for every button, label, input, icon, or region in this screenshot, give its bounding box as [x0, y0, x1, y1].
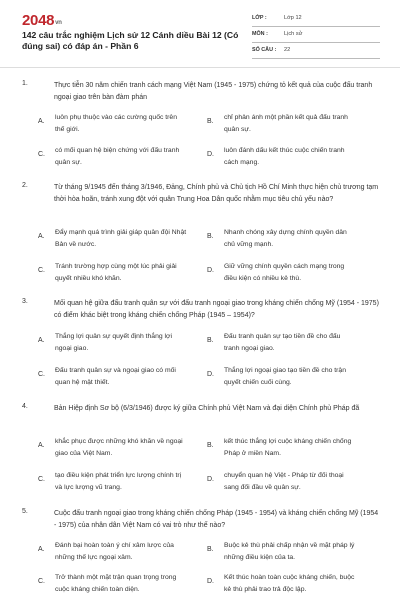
option-text: khắc phục được những khó khăn về ngoại giao của Việt Nam.	[55, 438, 183, 457]
option-letter: B.	[207, 337, 214, 344]
meta-value: 22	[284, 47, 291, 53]
question-text: Bản Hiệp định Sơ bộ (6/3/1946) được ký giữa Chính phủ Việt Nam và đại diện Chính phủ Pháp đã	[54, 405, 360, 412]
meta-label: MÔN :	[252, 31, 268, 37]
question-text: Cuộc đấu tranh ngoại giao trong kháng chiến chống Pháp (1945 - 1954) và kháng chiến chống Mỹ (1954 - 1975) của nhân dân Việt Nam có vai trò như thế nào?	[54, 510, 379, 529]
option-text: Nhanh chóng xây dựng chính quyền dân chủ vững mạnh.	[224, 229, 347, 248]
option-text: có mối quan hệ biện chứng với đấu tranh quân sự.	[55, 147, 180, 166]
option-text: Trở thành một mặt trận quan trọng trong cuộc kháng chiến toàn diện.	[55, 574, 177, 593]
meta-row-subject	[252, 27, 380, 43]
option-text: Kết thúc hoàn toàn cuộc kháng chiến, buộc kẻ thù phải trao trả độc lập.	[224, 574, 355, 593]
meta-info	[252, 11, 380, 59]
option-letter: A.	[38, 118, 45, 125]
option-text: Đánh bại hoàn toàn ý chí xâm lược của những thế lực ngoại xâm.	[55, 542, 174, 561]
option-text: Buộc kẻ thù phải chấp nhận về mặt pháp lý những điều kiện của ta.	[224, 542, 355, 561]
option-letter: D.	[207, 371, 214, 378]
meta-value: Lịch sử	[284, 31, 303, 37]
option-letter: A.	[38, 233, 45, 240]
option-text: chuyển quan hệ Việt - Pháp từ đối thoại sang đối đầu về quân sự.	[224, 472, 344, 491]
option-letter: D.	[207, 578, 214, 585]
meta-row-count	[252, 43, 380, 59]
document-title: 142 câu trắc nghiệm Lịch sử 12 Cánh diều Bài 12 (Có đúng sai) có đáp án - Phần 6	[22, 30, 239, 51]
option-letter: A.	[38, 337, 45, 344]
question-text: Mối quan hệ giữa đấu tranh quân sự với đấu tranh ngoại giao trong kháng chiến chống Mỹ (1954 - 1975) có điểm khác biệt trong kháng chiến chống Pháp (1945 – 1954)?	[54, 300, 379, 319]
option-text: luôn đánh dấu kết thúc cuộc chiến tranh cách mạng.	[224, 147, 345, 166]
meta-row-grade	[252, 11, 380, 27]
meta-value: Lớp 12	[284, 15, 302, 21]
option-letter: D.	[207, 151, 214, 158]
logo-suffix: vn	[55, 20, 62, 26]
option-letter: B.	[207, 546, 214, 553]
option-text: Tránh trường hợp cùng một lúc phải giải quyết nhiều khó khăn.	[55, 263, 177, 282]
option-text: Thắng lợi ngoại giao tạo tiền đề cho trận quyết chiến cuối cùng.	[224, 367, 346, 386]
option-text: chỉ phản ánh một phần kết quả đấu tranh quân sự.	[224, 114, 348, 133]
meta-label: LỚP :	[252, 15, 267, 21]
question-number: 4.	[22, 403, 28, 410]
option-text: luôn phụ thuộc vào các cường quốc trên thế giới.	[55, 114, 177, 133]
option-letter: B.	[207, 233, 214, 240]
option-letter: B.	[207, 118, 214, 125]
option-text: tạo điều kiện phát triển lực lượng chính trị và lực lượng vũ trang.	[55, 472, 182, 491]
option-text: kết thúc thắng lợi cuộc kháng chiến chống Pháp ở miền Nam.	[224, 438, 352, 457]
option-letter: D.	[207, 267, 214, 274]
option-letter: D.	[207, 476, 214, 483]
option-letter: B.	[207, 442, 214, 449]
question-text: Thực tiễn 30 năm chiến tranh cách mạng Việt Nam (1945 - 1975) chứng tỏ kết quả của cuộc đấu tranh ngoại giao trên bàn đàm phán	[54, 82, 373, 101]
header-divider	[0, 67, 400, 68]
site-logo[interactable]	[22, 12, 62, 29]
option-letter: C.	[38, 267, 45, 274]
option-letter: C.	[38, 476, 45, 483]
header	[0, 0, 400, 66]
option-letter: C.	[38, 371, 45, 378]
question-number: 1.	[22, 80, 28, 87]
option-letter: C.	[38, 578, 45, 585]
option-text: Thắng lợi quân sự quyết định thắng lợi ngoại giao.	[55, 333, 173, 352]
meta-label: SỐ CÂU :	[252, 47, 277, 53]
question-number: 2.	[22, 182, 28, 189]
option-letter: A.	[38, 442, 45, 449]
option-text: Đấu tranh quân sự và ngoại giao có mối quan hệ mật thiết.	[55, 367, 176, 386]
option-text: Đấu tranh quân sự tạo tiền đề cho đấu tranh ngoại giao.	[224, 333, 341, 352]
option-letter: A.	[38, 546, 45, 553]
question-number: 3.	[22, 298, 28, 305]
question-number: 5.	[22, 508, 28, 515]
question-text: Từ tháng 9/1945 đến tháng 3/1946, Đảng, Chính phủ và Chủ tịch Hồ Chí Minh thực hiện chủ trương tạm thời hòa hoãn, tránh xung đột với quân Trung Hoa Dân quốc nhằm mục tiêu chủ yếu nào?	[54, 184, 379, 203]
option-text: Đẩy mạnh quá trình giải giáp quân đội Nhật Bản về nước.	[55, 229, 187, 248]
option-letter: C.	[38, 151, 45, 158]
option-text: Giữ vững chính quyền cách mạng trong điều kiện có nhiều kẻ thù.	[224, 263, 345, 282]
logo-text: 2048	[22, 12, 55, 29]
